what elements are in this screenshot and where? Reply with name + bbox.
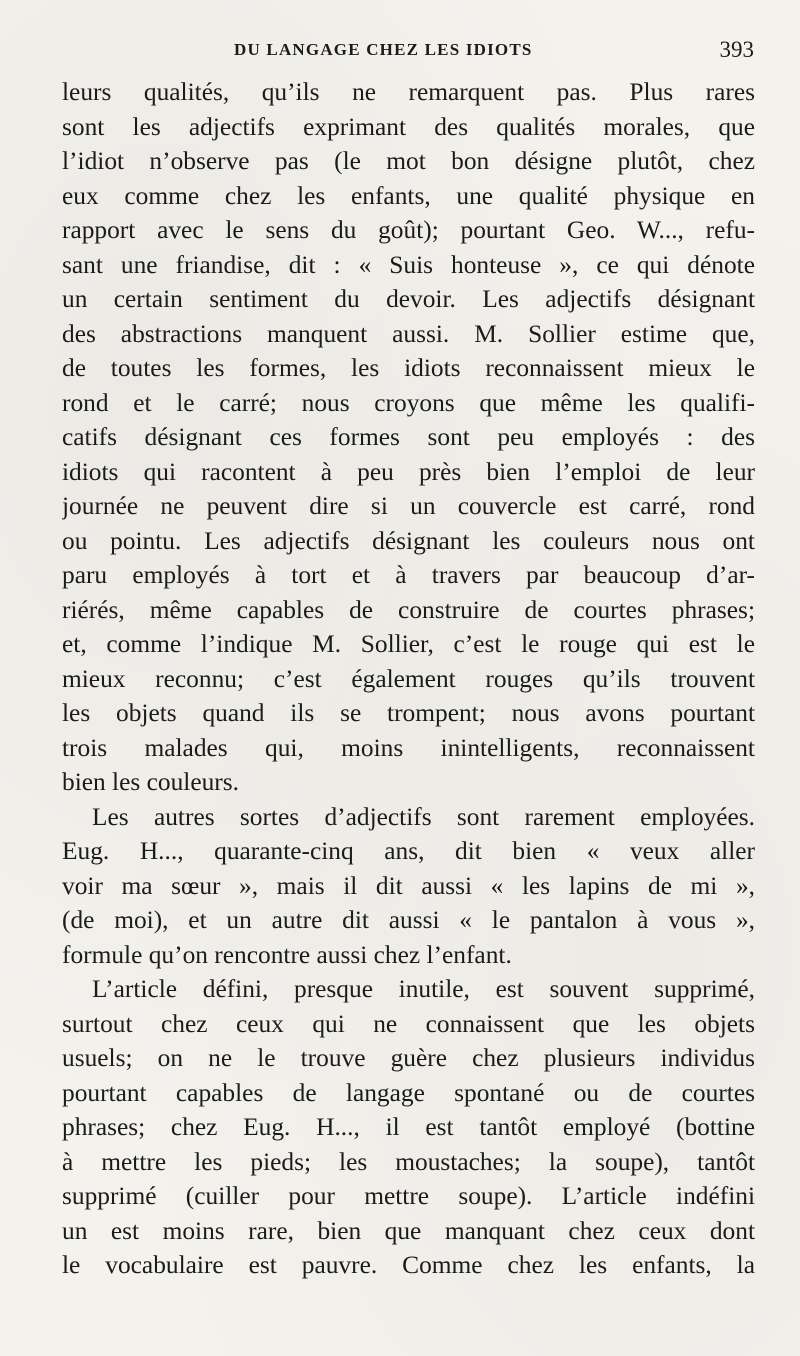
text-line: paru employés à tort et à travers par beaucoup d’ar- xyxy=(62,561,755,589)
text-line: phrases; chez Eug. H..., il est tantôt employé (bottine xyxy=(62,1113,755,1141)
text-line: mieux reconnu; c’est également rouges qu’ils trouvent xyxy=(62,664,755,693)
text-line: des abstractions manquent aussi. M. Sollier estime que, xyxy=(62,319,755,348)
text-line: idiots qui racontent à peu près bien l’emploi de leur xyxy=(62,457,755,486)
text-line: le vocabulaire est pauvre. Comme chez les enfants, la xyxy=(62,1251,755,1279)
paragraph-start-line: Les autres sortes d’adjectifs sont rarement employées. xyxy=(92,802,755,831)
text-line: Eug. H..., quarante-cinq ans, dit bien « veux aller xyxy=(62,837,755,865)
text-line: eux comme chez les enfants, une qualité physique en xyxy=(62,181,755,210)
text-line: un est moins rare, bien que manquant chez ceux dont xyxy=(62,1216,755,1245)
paragraph-start-line: L’article défini, presque inutile, est souvent supprimé, xyxy=(92,975,755,1003)
text-line: l’idiot n’observe pas (le mot bon désigne plutôt, chez xyxy=(62,147,755,175)
paragraph-end-line: bien les couleurs. xyxy=(62,768,239,796)
page-header xyxy=(64,37,754,70)
running-title: DU LANGAGE CHEZ LES IDIOTS xyxy=(234,40,533,59)
text-line: les objets quand ils se trompent; nous avons pourtant xyxy=(62,699,755,727)
text-line: et, comme l’indique M. Sollier, c’est le rouge qui est le xyxy=(62,630,755,658)
text-line: ou pointu. Les adjectifs désignant les couleurs nous ont xyxy=(62,526,755,555)
text-line: de toutes les formes, les idiots reconnaissent mieux le xyxy=(62,354,755,382)
text-line: surtout chez ceux qui ne connaissent que les objets xyxy=(62,1009,755,1038)
paragraph-end-line: formule qu’on rencontre aussi chez l’enfant. xyxy=(62,940,512,969)
text-line: à mettre les pieds; les moustaches; la soupe), tantôt xyxy=(62,1147,755,1176)
text-line: sant une friandise, dit : « Suis honteuse », ce qui dénote xyxy=(62,250,755,279)
text-line: rapport avec le sens du goût); pourtant Geo. W..., refu- xyxy=(62,216,755,244)
text-line: (de moi), et un autre dit aussi « le pantalon à vous », xyxy=(62,906,755,934)
text-line: usuels; on ne le trouve guère chez plusieurs individus xyxy=(62,1044,755,1072)
text-line: riérés, même capables de construire de courtes phrases; xyxy=(62,595,755,624)
text-line: supprimé (cuiller pour mettre soupe). L’article indéfini xyxy=(62,1182,755,1210)
text-line: trois malades qui, moins inintelligents, reconnaissent xyxy=(62,733,755,762)
text-line: leurs qualités, qu’ils ne remarquent pas. Plus rares xyxy=(62,78,755,106)
page-number: 393 xyxy=(719,37,754,62)
text-line: rond et le carré; nous croyons que même les qualifi- xyxy=(62,388,755,417)
text-line: journée ne peuvent dire si un couvercle est carré, rond xyxy=(62,492,755,520)
text-line: sont les adjectifs exprimant des qualités morales, que xyxy=(62,112,755,141)
text-line: voir ma sœur », mais il dit aussi « les lapins de mi », xyxy=(62,871,755,900)
text-line: pourtant capables de langage spontané ou de courtes xyxy=(62,1078,755,1107)
body-text xyxy=(62,75,755,1283)
text-line: catifs désignant ces formes sont peu employés : des xyxy=(62,423,755,451)
text-line: un certain sentiment du devoir. Les adjectifs désignant xyxy=(62,285,755,313)
